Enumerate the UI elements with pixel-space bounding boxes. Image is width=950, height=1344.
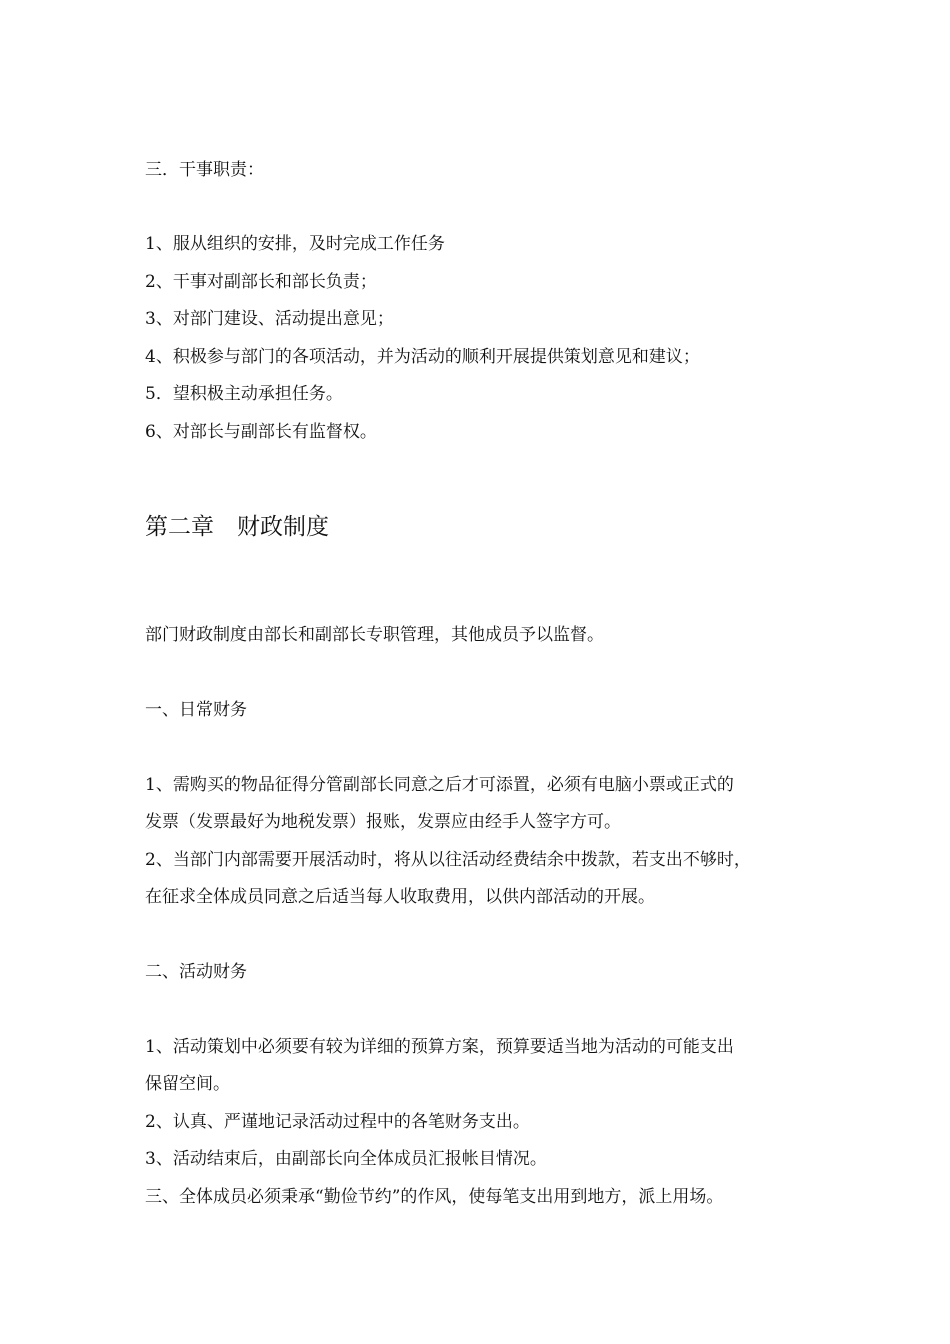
duty-item-4: 4、积极参与部门的各项活动，并为活动的顺利开展提供策划意见和建议； xyxy=(145,347,700,367)
daily-finance-heading: 一、日常财务 xyxy=(145,700,247,720)
activity-finance-line-2: 保留空间。 xyxy=(145,1074,230,1094)
duty-item-3: 3、对部门建设、活动提出意见； xyxy=(145,309,394,329)
activity-finance-line-3: 2、认真、严谨地记录活动过程中的各笔财务支出。 xyxy=(145,1112,530,1132)
duty-item-6: 6、对部长与副部长有监督权。 xyxy=(145,422,377,442)
duty-item-1: 1、服从组织的安排，及时完成工作任务 xyxy=(145,234,445,254)
daily-finance-line-4: 在征求全体成员同意之后适当每人收取费用，以供内部活动的开展。 xyxy=(145,887,655,907)
section-heading-duties: 三．干事职责： xyxy=(145,160,264,180)
duty-item-5: 5．望积极主动承担任务。 xyxy=(145,384,343,404)
duty-item-2: 2、干事对副部长和部长负责； xyxy=(145,272,377,292)
daily-finance-line-1: 1、需购买的物品征得分管副部长同意之后才可添置，必须有电脑小票或正式的 xyxy=(145,775,734,795)
activity-finance-line-4: 3、活动结束后，由副部长向全体成员汇报帐目情况。 xyxy=(145,1149,547,1169)
activity-finance-heading: 二、活动财务 xyxy=(145,962,247,982)
frugality-rule: 三、全体成员必须秉承“勤俭节约”的作风，使每笔支出用到地方，派上用场。 xyxy=(145,1187,724,1207)
daily-finance-line-3: 2、当部门内部需要开展活动时，将从以往活动经费结余中拨款，若支出不够时， xyxy=(145,850,751,870)
finance-intro: 部门财政制度由部长和副部长专职管理，其他成员予以监督。 xyxy=(145,625,604,645)
chapter-title: 第二章 财政制度 xyxy=(145,514,329,540)
activity-finance-line-1: 1、活动策划中必须要有较为详细的预算方案，预算要适当地为活动的可能支出 xyxy=(145,1037,734,1057)
daily-finance-line-2: 发票（发票最好为地税发票）报账，发票应由经手人签字方可。 xyxy=(145,812,621,832)
